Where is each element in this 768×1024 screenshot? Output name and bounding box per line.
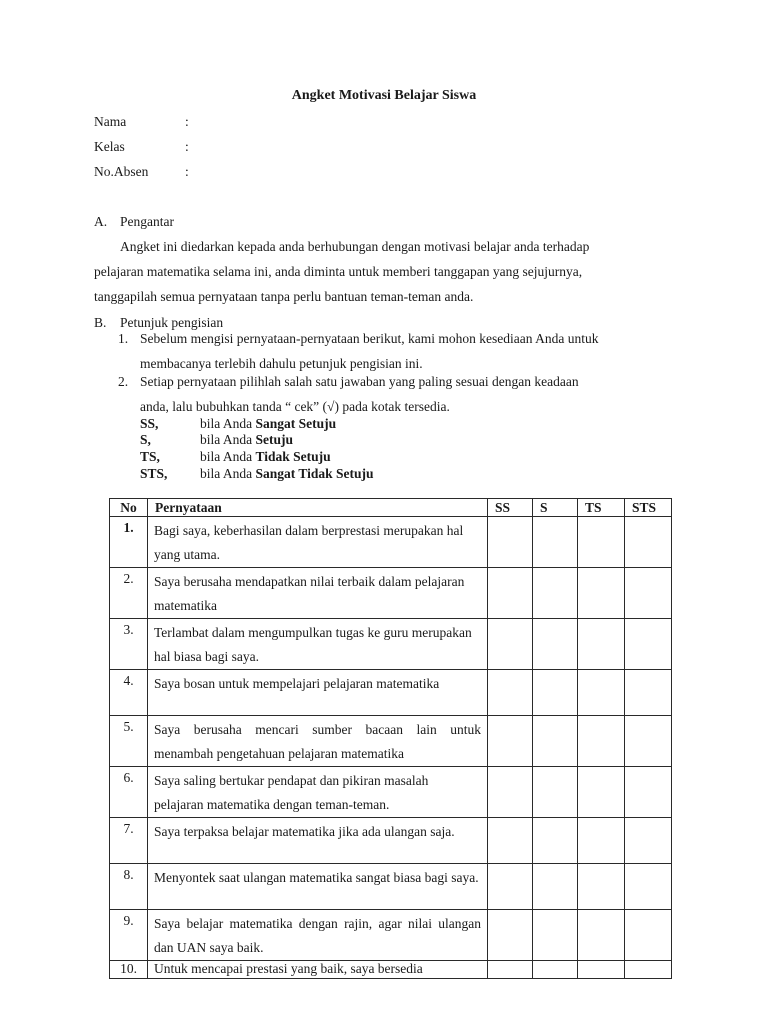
- checkbox-s[interactable]: [533, 961, 578, 979]
- instruction-1-line-1: Sebelum mengisi pernyataan-pernyataan berikut, kami mohon kesediaan Anda untuk: [140, 331, 599, 346]
- checkbox-ss[interactable]: [488, 818, 533, 864]
- table-row: [110, 670, 672, 716]
- checkbox-sts[interactable]: [625, 767, 672, 818]
- statement-text: Saya belajar matematika dengan rajin, agar nilai ulangan dan UAN saya baik.: [148, 910, 488, 961]
- checkbox-ss[interactable]: [488, 716, 533, 767]
- section-b-letter: B.: [94, 315, 107, 330]
- legend-desc-ts: [200, 449, 331, 465]
- checkbox-s[interactable]: [533, 670, 578, 716]
- legend-meaning-ss: Sangat Setuju: [255, 416, 337, 431]
- statement-text: Terlambat dalam mengumpulkan tugas ke guru merupakan hal biasa bagi saya.: [148, 619, 488, 670]
- instruction-1-line-2: membacanya terlebih dahulu petunjuk pengisian ini.: [140, 356, 423, 371]
- checkbox-ss[interactable]: [488, 910, 533, 961]
- table-header-row: [110, 499, 672, 517]
- checkbox-s[interactable]: [533, 517, 578, 568]
- checkbox-ss[interactable]: [488, 568, 533, 619]
- statement-text: Bagi saya, keberhasilan dalam berprestasi merupakan hal yang utama.: [148, 517, 488, 568]
- instruction-2-line-1: Setiap pernyataan pilihlah salah satu jawaban yang paling sesuai dengan keadaan: [140, 374, 579, 389]
- page-title: Angket Motivasi Belajar Siswa: [291, 88, 477, 103]
- table-row: [110, 716, 672, 767]
- checkbox-ss[interactable]: [488, 767, 533, 818]
- checkbox-ss[interactable]: [488, 517, 533, 568]
- checkbox-s[interactable]: [533, 910, 578, 961]
- checkbox-ts[interactable]: [578, 568, 625, 619]
- checkbox-ss[interactable]: [488, 961, 533, 979]
- checkbox-ts[interactable]: [578, 716, 625, 767]
- legend-meaning-s: Setuju: [255, 432, 294, 447]
- header-statement: Pernyataan: [148, 499, 488, 517]
- section-a-line-3: tanggapilah semua pernyataan tanpa perlu bantuan teman-teman anda.: [94, 289, 474, 304]
- identity-colon-kelas: :: [185, 139, 189, 154]
- checkbox-sts[interactable]: [625, 568, 672, 619]
- statement-text: Saya berusaha mencari sumber bacaan lain untuk menambah pengetahuan pelajaran matematika: [148, 716, 488, 767]
- section-a-heading: Pengantar: [120, 214, 174, 229]
- checkbox-s[interactable]: [533, 767, 578, 818]
- checkbox-ss[interactable]: [488, 864, 533, 910]
- checkbox-s[interactable]: [533, 818, 578, 864]
- table-row: [110, 864, 672, 910]
- statement-text: Saya bosan untuk mempelajari pelajaran matematika: [148, 670, 488, 716]
- checkbox-ts[interactable]: [578, 767, 625, 818]
- checkbox-sts[interactable]: [625, 517, 672, 568]
- legend-meaning-ts: Tidak Setuju: [255, 449, 331, 464]
- legend-prefix-ts: bila Anda: [200, 449, 256, 464]
- checkbox-sts[interactable]: [625, 670, 672, 716]
- statement-text: Saya saling bertukar pendapat dan pikiran masalah pelajaran matematika dengan teman-teman.: [148, 767, 488, 818]
- checkbox-s[interactable]: [533, 619, 578, 670]
- section-a-line-1: Angket ini diedarkan kepada anda berhubungan dengan motivasi belajar anda terhadap: [120, 239, 590, 254]
- checkbox-sts[interactable]: [625, 864, 672, 910]
- row-number: 7.: [110, 818, 148, 864]
- row-number: 3.: [110, 619, 148, 670]
- legend-code-ts: TS,: [140, 449, 160, 464]
- identity-colon-nama: :: [185, 114, 189, 129]
- instruction-2-number: 2.: [118, 374, 129, 389]
- section-a-line-2: pelajaran matematika selama ini, anda diminta untuk memberi tanggapan yang sejujurnya,: [94, 264, 583, 279]
- table-row: [110, 818, 672, 864]
- table-row: [110, 619, 672, 670]
- identity-label-absen: No.Absen: [94, 164, 149, 179]
- legend-code-sts: STS,: [140, 466, 168, 481]
- checkbox-sts[interactable]: [625, 961, 672, 979]
- row-number: 2.: [110, 568, 148, 619]
- section-b-heading: Petunjuk pengisian: [120, 315, 224, 330]
- table-row: [110, 910, 672, 961]
- row-number: 4.: [110, 670, 148, 716]
- checkbox-s[interactable]: [533, 716, 578, 767]
- checkbox-ss[interactable]: [488, 619, 533, 670]
- row-number: 1.: [110, 517, 148, 568]
- legend-meaning-sts: Sangat Tidak Setuju: [255, 466, 374, 481]
- checkbox-ts[interactable]: [578, 818, 625, 864]
- legend-code-s: S,: [140, 432, 151, 447]
- row-number: 9.: [110, 910, 148, 961]
- row-number: 5.: [110, 716, 148, 767]
- table-row: [110, 961, 672, 979]
- statement-text: Saya berusaha mendapatkan nilai terbaik dalam pelajaran matematika: [148, 568, 488, 619]
- checkbox-sts[interactable]: [625, 910, 672, 961]
- checkbox-s[interactable]: [533, 864, 578, 910]
- row-number: 6.: [110, 767, 148, 818]
- header-sts: STS: [625, 499, 672, 517]
- row-number: 8.: [110, 864, 148, 910]
- identity-label-kelas: Kelas: [94, 139, 125, 154]
- header-no: No: [110, 499, 148, 517]
- table-row: [110, 517, 672, 568]
- identity-colon-absen: :: [185, 164, 189, 179]
- statement-text: Untuk mencapai prestasi yang baik, saya bersedia: [148, 961, 488, 979]
- header-s: S: [533, 499, 578, 517]
- legend-prefix-ss: bila Anda: [200, 416, 256, 431]
- checkbox-ts[interactable]: [578, 670, 625, 716]
- checkbox-sts[interactable]: [625, 619, 672, 670]
- legend-desc-s: [200, 432, 293, 448]
- checkbox-ts[interactable]: [578, 910, 625, 961]
- legend-code-ss: SS,: [140, 416, 159, 431]
- survey-table: [109, 498, 672, 979]
- checkbox-ts[interactable]: [578, 619, 625, 670]
- header-ss: SS: [488, 499, 533, 517]
- instruction-1-number: 1.: [118, 331, 129, 346]
- checkbox-ts[interactable]: [578, 517, 625, 568]
- checkbox-s[interactable]: [533, 568, 578, 619]
- legend-prefix-sts: bila Anda: [200, 466, 256, 481]
- legend-desc-sts: [200, 466, 374, 482]
- identity-label-nama: Nama: [94, 114, 127, 129]
- checkbox-ss[interactable]: [488, 670, 533, 716]
- statement-text: Menyontek saat ulangan matematika sangat biasa bagi saya.: [148, 864, 488, 910]
- checkbox-ts[interactable]: [578, 961, 625, 979]
- checkbox-sts[interactable]: [625, 716, 672, 767]
- table-row: [110, 767, 672, 818]
- legend-prefix-s: bila Anda: [200, 432, 256, 447]
- checkbox-sts[interactable]: [625, 818, 672, 864]
- header-ts: TS: [578, 499, 625, 517]
- statement-text: Saya terpaksa belajar matematika jika ada ulangan saja.: [148, 818, 488, 864]
- legend-desc-ss: [200, 416, 336, 432]
- section-a-letter: A.: [94, 214, 108, 229]
- row-number: 10.: [110, 961, 148, 979]
- table-row: [110, 568, 672, 619]
- checkbox-ts[interactable]: [578, 864, 625, 910]
- instruction-2-line-2: anda, lalu bubuhkan tanda “ cek” (√) pada kotak tersedia.: [140, 399, 450, 414]
